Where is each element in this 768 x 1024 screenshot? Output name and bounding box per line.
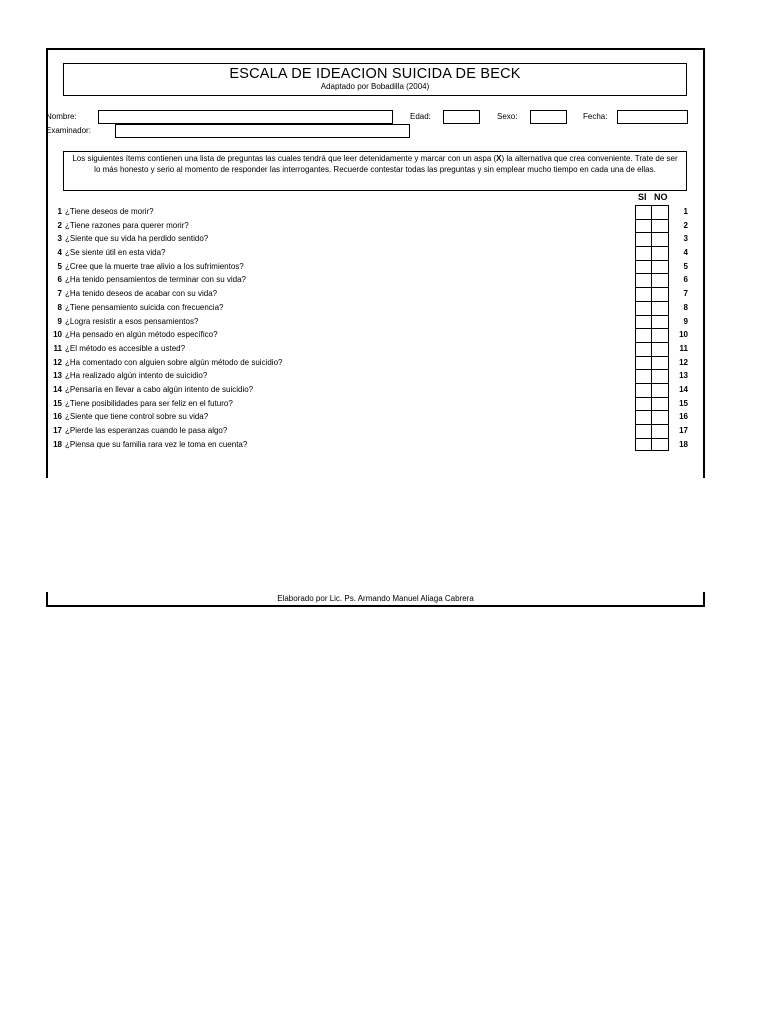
column-header-si: SI [638, 192, 647, 202]
question-text: ¿Siente que su vida ha perdido sentido? [65, 234, 209, 244]
question-number: 15 [53, 398, 62, 408]
footer [46, 592, 705, 607]
question-text: ¿Tiene razones para querer morir? [65, 220, 189, 230]
question-number: 14 [53, 384, 62, 394]
question-row [48, 287, 688, 301]
answer-si-cell[interactable] [635, 315, 652, 329]
question-row [48, 273, 688, 287]
answer-si-cell[interactable] [635, 219, 652, 233]
question-number-right: 16 [679, 412, 688, 422]
question-row [48, 301, 688, 315]
answer-no-cell[interactable] [651, 287, 669, 301]
answer-si-cell[interactable] [635, 205, 652, 219]
question-row [48, 342, 688, 356]
answer-si-cell[interactable] [635, 328, 652, 342]
answer-no-cell[interactable] [651, 232, 669, 246]
question-number: 9 [57, 316, 62, 326]
answer-no-cell[interactable] [651, 424, 669, 438]
question-number-right: 15 [679, 398, 688, 408]
title-box [63, 63, 687, 96]
sexo-field[interactable] [530, 110, 567, 124]
instructions-mark: X [496, 154, 502, 163]
question-number: 7 [57, 289, 62, 299]
footer-credit: Elaborado por Lic. Ps. Armando Manuel Aliaga Cabrera [277, 594, 474, 603]
question-number: 18 [53, 439, 62, 449]
question-row [48, 219, 688, 233]
question-number: 13 [53, 371, 62, 381]
question-number: 12 [53, 357, 62, 367]
fecha-field[interactable] [617, 110, 688, 124]
answer-si-cell[interactable] [635, 397, 652, 411]
question-text: ¿Tiene posibilidades para ser feliz en el futuro? [65, 398, 233, 408]
answer-no-cell[interactable] [651, 383, 669, 397]
column-header-no: NO [654, 192, 668, 202]
document-title: ESCALA DE IDEACION SUICIDA DE BECK [229, 66, 521, 82]
question-text: ¿Logra resistir a esos pensamientos? [65, 316, 199, 326]
answer-si-cell[interactable] [635, 369, 652, 383]
question-text: ¿Pensaría en llevar a cabo algún intento de suicidio? [65, 384, 254, 394]
examinador-field[interactable] [115, 124, 410, 138]
question-number: 17 [53, 426, 62, 435]
question-row [48, 246, 688, 260]
answer-si-cell[interactable] [635, 260, 652, 274]
answer-no-cell[interactable] [651, 328, 669, 342]
question-number: 1 [57, 207, 62, 216]
question-number-right: 9 [683, 316, 688, 326]
question-number: 8 [57, 302, 62, 312]
answer-si-cell[interactable] [635, 273, 652, 287]
question-row [48, 438, 688, 452]
answer-si-cell[interactable] [635, 342, 652, 356]
question-text: ¿Cree que la muerte trae alivio a los sufrimientos? [65, 261, 244, 271]
answer-si-cell[interactable] [635, 383, 652, 397]
question-number-right: 11 [679, 343, 688, 353]
answer-si-cell[interactable] [635, 301, 652, 315]
answer-no-cell[interactable] [651, 397, 669, 411]
question-text: ¿Pierde las esperanzas cuando le pasa algo? [65, 426, 228, 435]
answer-no-cell[interactable] [651, 273, 669, 287]
question-number-right: 14 [679, 384, 688, 394]
question-number-right: 4 [683, 248, 688, 258]
examinador-label: Examinador: [46, 126, 91, 135]
question-text: ¿Ha comentado con alguien sobre algún método de suicidio? [65, 357, 283, 367]
question-number: 2 [57, 220, 62, 230]
answer-no-cell[interactable] [651, 301, 669, 315]
question-number-right: 12 [679, 357, 688, 367]
question-text: ¿Ha pensado en algún método específico? [65, 330, 218, 340]
question-number-right: 18 [679, 439, 688, 449]
question-number-right: 5 [683, 261, 688, 271]
answer-no-cell[interactable] [651, 342, 669, 356]
instructions-text-before: Los siguientes ítems contienen una lista de preguntas las cuales tendrá que leer detenidamente y marcar con un aspa ( [72, 154, 497, 163]
question-row [48, 232, 688, 246]
answer-no-cell[interactable] [651, 260, 669, 274]
question-number-right: 17 [679, 426, 688, 435]
question-row [48, 328, 688, 342]
answer-si-cell[interactable] [635, 246, 652, 260]
question-text: ¿Ha realizado algún intento de suicidio? [65, 371, 208, 381]
question-text: ¿Tiene deseos de morir? [65, 207, 154, 216]
answer-si-cell[interactable] [635, 287, 652, 301]
question-number: 11 [53, 343, 62, 353]
question-row [48, 397, 688, 411]
sexo-label: Sexo: [497, 112, 518, 121]
question-number-right: 8 [683, 302, 688, 312]
fecha-label: Fecha: [583, 112, 608, 121]
answer-si-cell[interactable] [635, 356, 652, 370]
question-text: ¿Piensa que su familia rara vez le toma en cuenta? [65, 439, 248, 449]
question-row [48, 315, 688, 329]
question-row [48, 205, 688, 219]
edad-label: Edad: [410, 112, 431, 121]
question-text: ¿Ha tenido pensamientos de terminar con su vida? [65, 275, 246, 285]
question-text: ¿Se siente útil en esta vida? [65, 248, 166, 258]
nombre-label: Nombre: [46, 112, 77, 121]
instructions-box [63, 151, 687, 191]
question-row [48, 260, 688, 274]
question-number-right: 7 [683, 289, 688, 299]
question-number-right: 13 [679, 371, 688, 381]
answer-no-cell[interactable] [651, 246, 669, 260]
question-text: ¿El método es accesible a usted? [65, 343, 186, 353]
answer-no-cell[interactable] [651, 315, 669, 329]
question-row [48, 410, 688, 424]
answer-no-cell[interactable] [651, 410, 669, 424]
question-text: ¿Siente que tiene control sobre su vida? [65, 412, 209, 422]
edad-field[interactable] [443, 110, 480, 124]
question-number: 6 [57, 275, 62, 285]
question-number: 16 [53, 412, 62, 422]
answer-si-cell[interactable] [635, 424, 652, 438]
question-text: ¿Ha tenido deseos de acabar con su vida? [65, 289, 218, 299]
question-row [48, 369, 688, 383]
question-row [48, 383, 688, 397]
answer-no-cell[interactable] [651, 219, 669, 233]
question-number-right: 6 [683, 275, 688, 285]
question-number: 4 [57, 248, 62, 258]
answer-no-cell[interactable] [651, 369, 669, 383]
question-number: 5 [57, 261, 62, 271]
question-number-right: 1 [683, 207, 688, 216]
nombre-field[interactable] [98, 110, 393, 124]
answer-no-cell[interactable] [651, 356, 669, 370]
question-number: 10 [53, 330, 62, 340]
question-number-right: 3 [683, 234, 688, 244]
instructions-text-after: ) la alternativa que crea conveniente. Trate de ser lo más honesto y serio al momento de responder las interrogantes. Recuerde contestar todas las preguntas y sin emplear mucho tiempo en cada una de ellas. [94, 154, 678, 174]
answer-si-cell[interactable] [635, 410, 652, 424]
question-row [48, 356, 688, 370]
question-row [48, 424, 688, 438]
answer-si-cell[interactable] [635, 232, 652, 246]
question-list [48, 205, 688, 451]
question-number: 3 [57, 234, 62, 244]
question-text: ¿Tiene pensamiento suicida con frecuencia? [65, 302, 224, 312]
question-number-right: 10 [679, 330, 688, 340]
answer-no-cell[interactable] [651, 438, 669, 452]
question-number-right: 2 [683, 220, 688, 230]
answer-si-cell[interactable] [635, 438, 652, 452]
document-subtitle: Adaptado por Bobadilla (2004) [320, 82, 430, 91]
answer-no-cell[interactable] [651, 205, 669, 219]
